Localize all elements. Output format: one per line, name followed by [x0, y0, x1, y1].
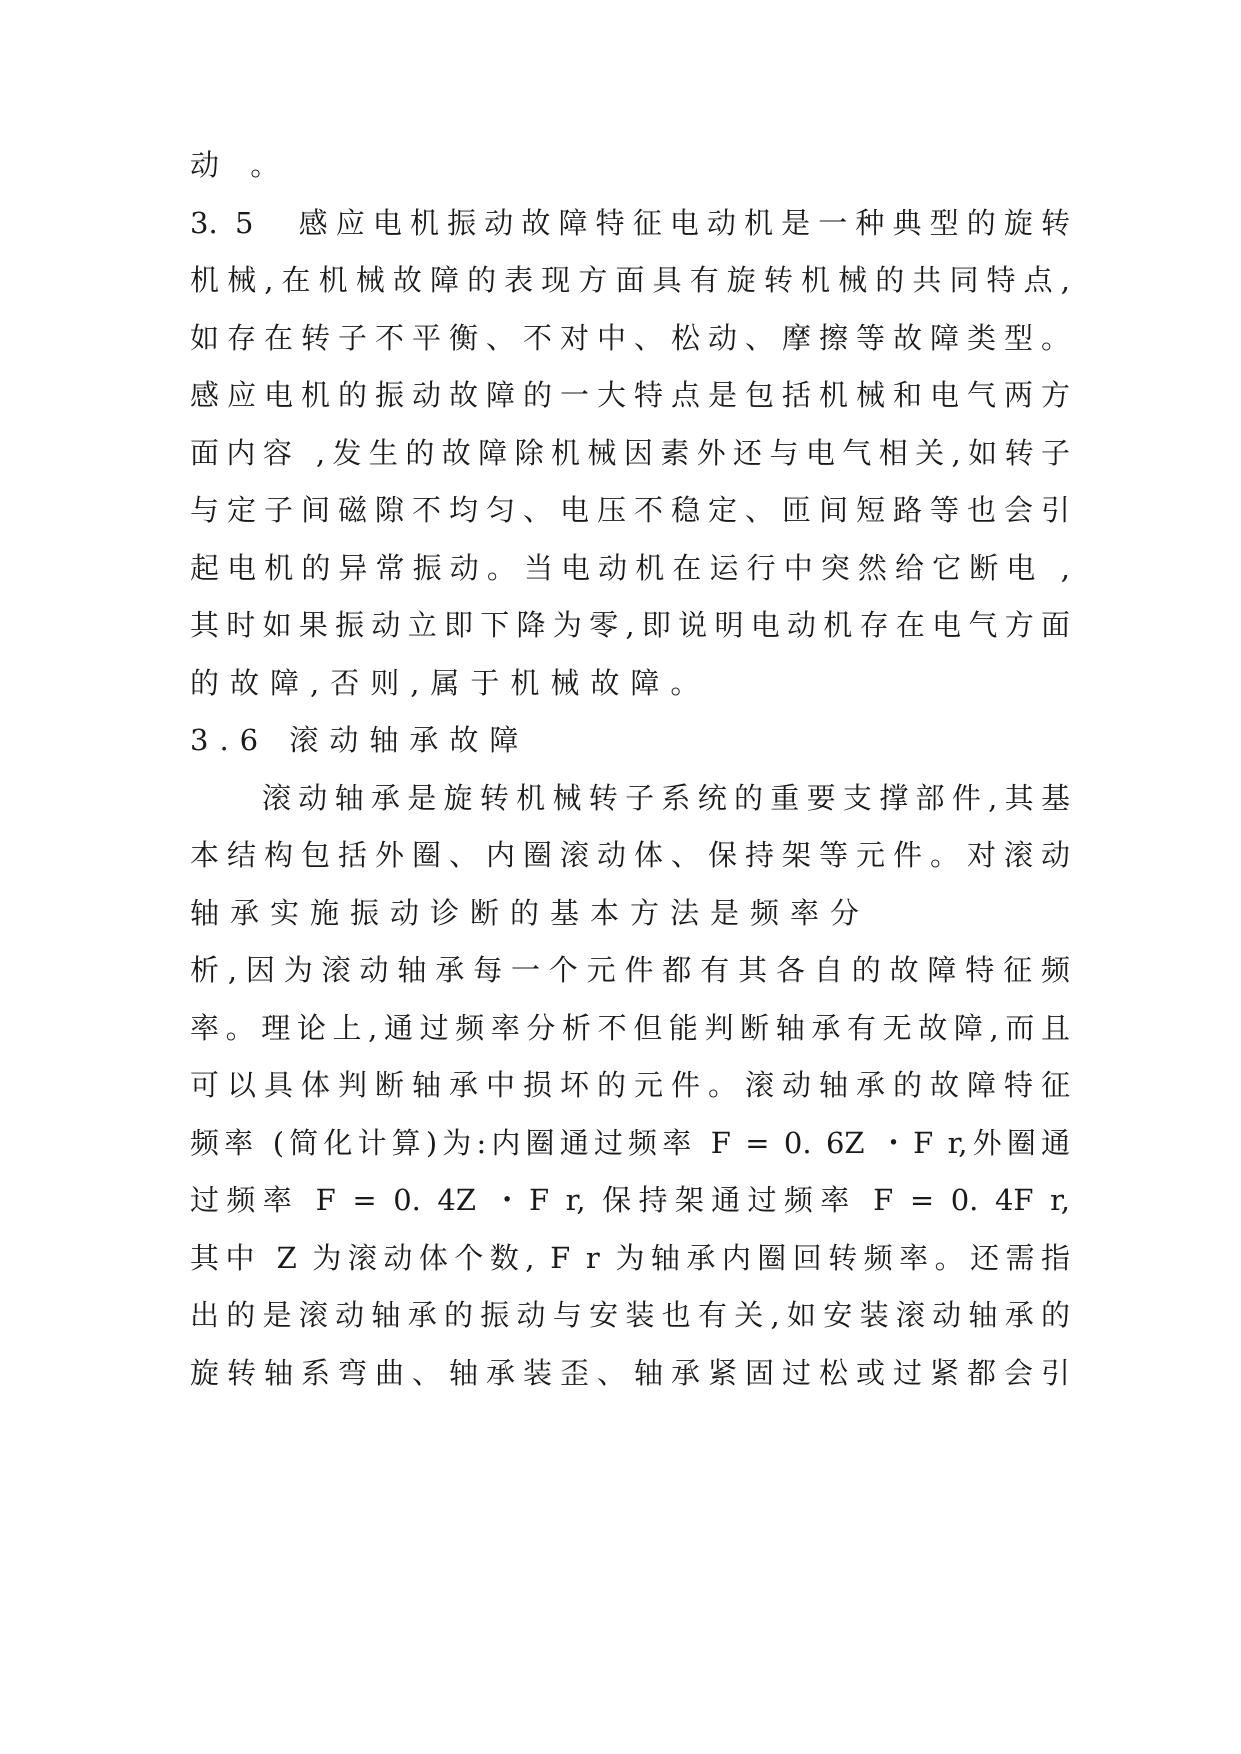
paragraph-first-line: 滚动轴承是旋转机械转子系统的重要支撑部件,其基 — [262, 781, 1070, 815]
text-line: 起电机的异常振动。当电动机在运行中突然给它断电 , — [190, 551, 1070, 585]
text-line: 面内容 ,发生的故障除机械因素外还与电气相关,如转子 — [190, 436, 1070, 470]
text-line: 可以具体判断轴承中损坏的元件。滚动轴承的故障特征 — [190, 1068, 1070, 1102]
text-line: 旋转轴系弯曲、轴承装歪、轴承紧固过松或过紧都会引 — [190, 1356, 1070, 1390]
text-line: 析,因为滚动轴承每一个元件都有其各自的故障特征频 — [190, 953, 1070, 987]
text-line: 的故障,否则,属于机械故障。 — [190, 666, 711, 700]
text-line: 过频率 F = 0. 4Z ・F r, 保持架通过频率 F = 0. 4F r, — [190, 1183, 1070, 1217]
text-line: 频率 (简化计算)为:内圈通过频率 F = 0. 6Z ・F r,外圈通 — [190, 1126, 1070, 1160]
text-line: 机械,在机械故障的表现方面具有旋转机械的共同特点, — [190, 263, 1070, 297]
text-line: 与定子间磁隙不均匀、电压不稳定、匝间短路等也会引 — [190, 493, 1070, 527]
text-line: 其时如果振动立即下降为零,即说明电动机存在电气方面 — [190, 608, 1070, 642]
section-heading-3-6: 3.6 滚动轴承故障 — [190, 723, 530, 757]
text-line: 动 。 — [190, 148, 291, 182]
text-line: 如存在转子不平衡、不对中、松动、摩擦等故障类型。 — [190, 321, 1070, 355]
section-heading-3-5: 3. 5 感应电机振动故障特征电动机是一种典型的旋转 — [190, 206, 1070, 240]
text-line: 率。理论上,通过频率分析不但能判断轴承有无故障,而且 — [190, 1011, 1070, 1045]
text-line: 其中 Z 为滚动体个数, F r 为轴承内圈回转频率。还需指 — [190, 1241, 1070, 1275]
text-line: 轴承实施振动诊断的基本方法是频率分 — [190, 896, 871, 930]
text-line: 出的是滚动轴承的振动与安装也有关,如安装滚动轴承的 — [190, 1298, 1070, 1332]
text-line: 感应电机的振动故障的一大特点是包括机械和电气两方 — [190, 378, 1070, 412]
text-line: 本结构包括外圈、内圈滚动体、保持架等元件。对滚动 — [190, 838, 1070, 872]
